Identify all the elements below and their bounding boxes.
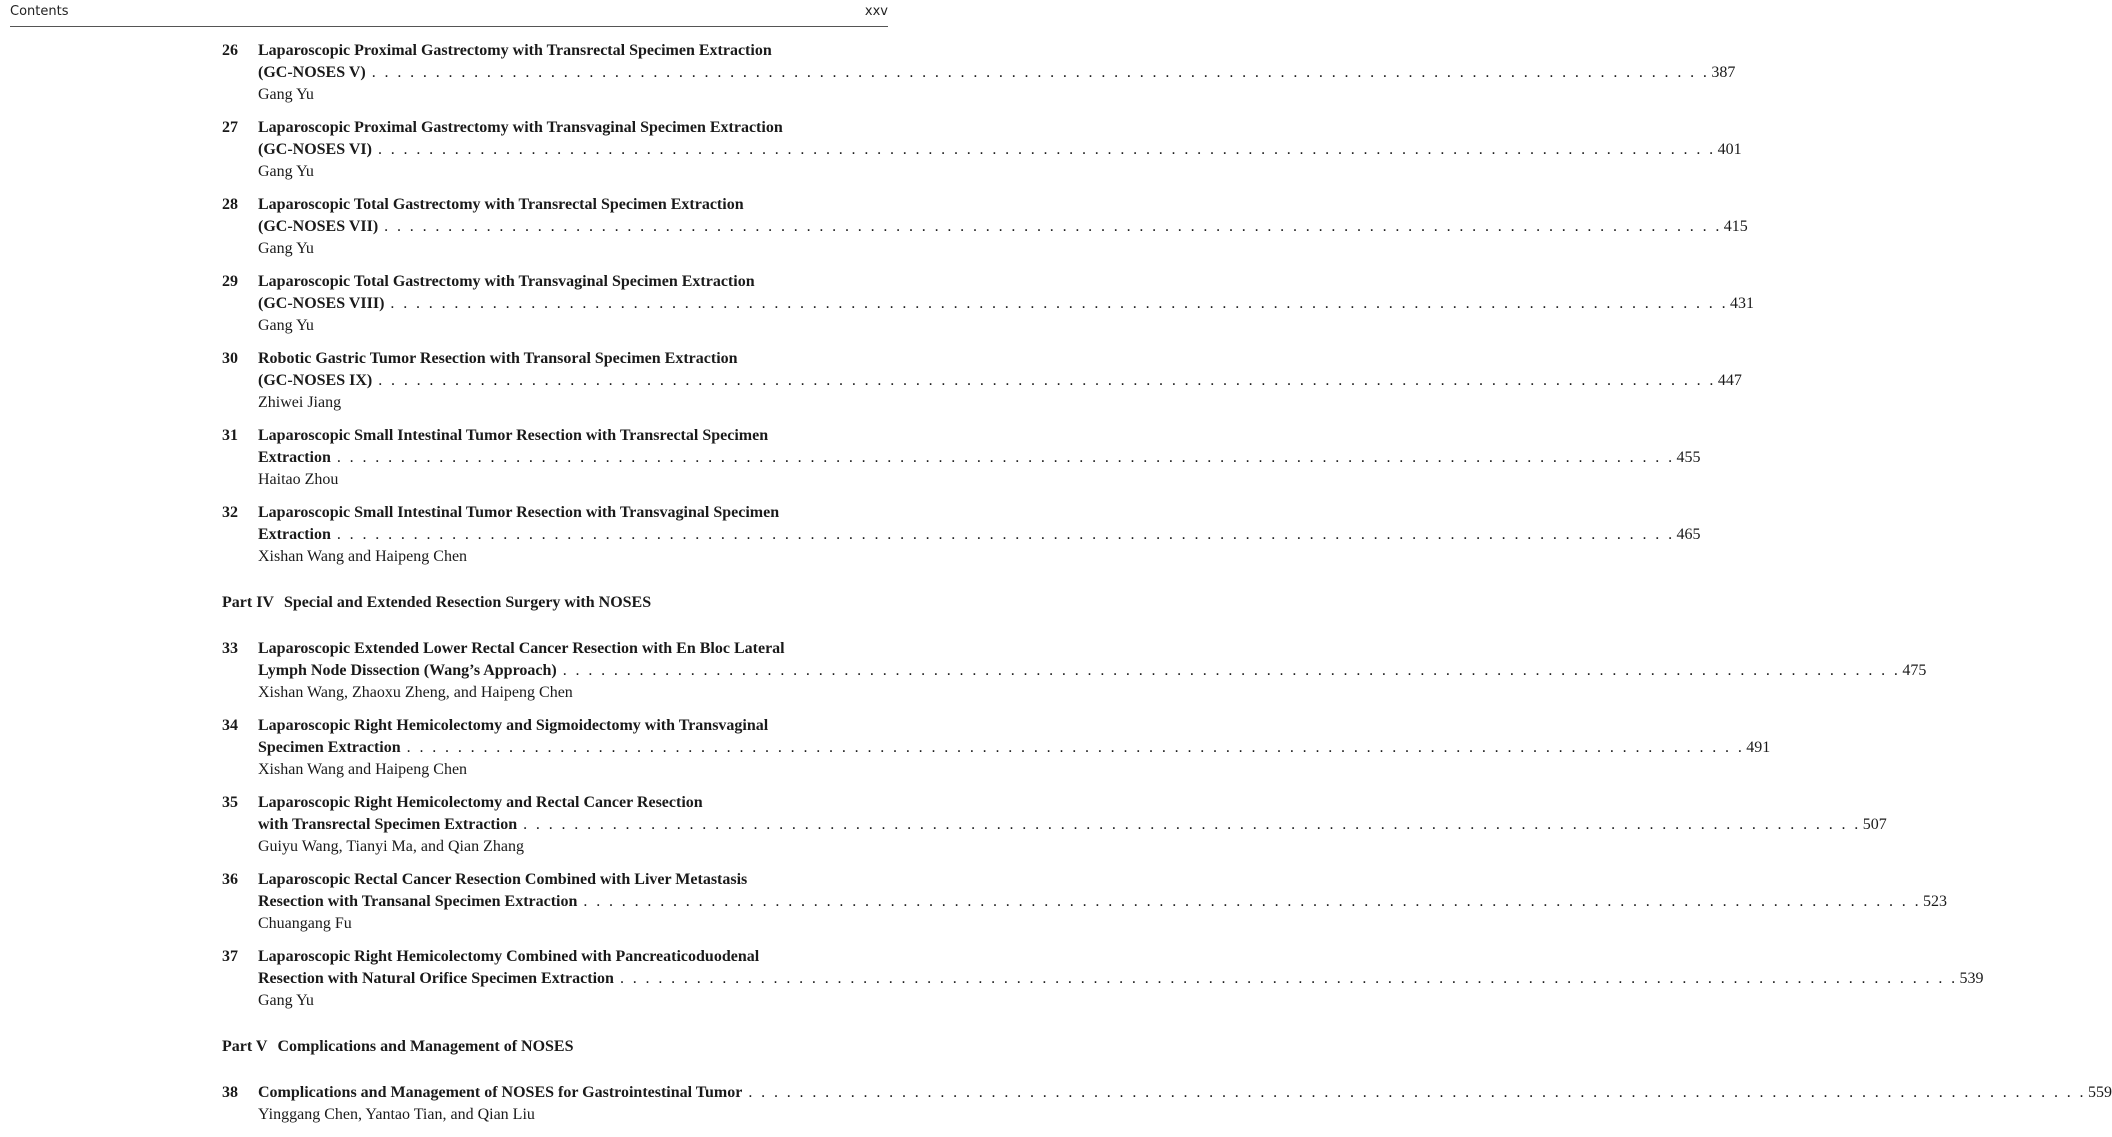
toc-entry-chapter-36[interactable] bbox=[222, 869, 1948, 935]
chapter-number: 37 bbox=[222, 948, 238, 965]
dot-leader: . . . . . . . . . . . . . . . . . . . . . . . . . . . . . . . . . . . . . . . . . . . . . . . . . . . . . . . . . . . . . . . . . . . . . . . . . . . . . . . . . . . . . . . . . . . . . . . . . . . . . . . . . bbox=[748, 1084, 2086, 1101]
dot-leader: . . . . . . . . . . . . . . . . . . . . . . . . . . . . . . . . . . . . . . . . . . . . . . . . . . . . . . . . . . . . . . . . . . . . . . . . . . . . . . . . . . . . . . . . . . . . . . . . . . . . . . . . . bbox=[336, 449, 1675, 466]
chapter-title-line: Laparoscopic Small Intestinal Tumor Resection with Transvaginal Specimen bbox=[258, 504, 780, 521]
chapter-title-text: (GC-NOSES V) bbox=[258, 64, 366, 81]
dot-leader: . . . . . . . . . . . . . . . . . . . . . . . . . . . . . . . . . . . . . . . . . . . . . . . . . . . . . . . . . . . . . . . . . . . . . . . . . . . . . . . . . . . . . . . . . . . . . . . . . . . . . . . . . bbox=[390, 295, 1729, 312]
part-title: Complications and Management of NOSES bbox=[277, 1038, 574, 1055]
toc-entry-chapter-32[interactable] bbox=[222, 502, 1701, 568]
chapter-title-final-line bbox=[258, 447, 1701, 469]
chapter-title-text: with Transrectal Specimen Extraction bbox=[258, 816, 518, 833]
chapter-title-final-line bbox=[258, 293, 1755, 315]
chapter-authors: Gang Yu bbox=[258, 86, 314, 103]
chapter-title-line: Laparoscopic Proximal Gastrectomy with Transvaginal Specimen Extraction bbox=[258, 119, 783, 136]
chapter-body bbox=[258, 792, 1887, 858]
chapter-title-final-line bbox=[258, 524, 1701, 546]
chapter-body bbox=[258, 40, 1736, 106]
dot-leader: . . . . . . . . . . . . . . . . . . . . . . . . . . . . . . . . . . . . . . . . . . . . . . . . . . . . . . . . . . . . . . . . . . . . . . . . . . . . . . . . . . . . . . . . . . . . . . . . . . . . . . . . . bbox=[384, 218, 1722, 235]
chapter-number: 35 bbox=[222, 794, 238, 811]
chapter-number: 31 bbox=[222, 427, 238, 444]
chapter-authors: Haitao Zhou bbox=[258, 471, 339, 488]
chapter-title-text: Specimen Extraction bbox=[258, 739, 401, 756]
running-head bbox=[10, 4, 888, 27]
dot-leader: . . . . . . . . . . . . . . . . . . . . . . . . . . . . . . . . . . . . . . . . . . . . . . . . . . . . . . . . . . . . . . . . . . . . . . . . . . . . . . . . . . . . . . . . . . . . . . . . . . . . . . . . . bbox=[377, 141, 1716, 158]
chapter-title-line: Laparoscopic Proximal Gastrectomy with Transrectal Specimen Extraction bbox=[258, 42, 772, 59]
dot-leader: . . . . . . . . . . . . . . . . . . . . . . . . . . . . . . . . . . . . . . . . . . . . . . . . . . . . . . . . . . . . . . . . . . . . . . . . . . . . . . . . . . . . . . . . . . . . . . . . . . . . . . . . . bbox=[619, 970, 1958, 987]
chapter-number: 26 bbox=[222, 42, 238, 59]
chapter-title-line: Laparoscopic Rectal Cancer Resection Combined with Liver Metastasis bbox=[258, 871, 748, 888]
toc-entry-chapter-34[interactable] bbox=[222, 715, 1771, 781]
chapter-number: 38 bbox=[222, 1084, 238, 1101]
chapter-authors: Xishan Wang and Haipeng Chen bbox=[258, 548, 468, 565]
chapter-title-final-line bbox=[258, 737, 1771, 759]
chapter-body bbox=[258, 194, 1748, 260]
chapter-title-final-line bbox=[258, 814, 1887, 836]
chapter-number: 29 bbox=[222, 273, 238, 290]
toc-entry-chapter-35[interactable] bbox=[222, 792, 1887, 858]
chapter-title-text: (GC-NOSES VI) bbox=[258, 141, 372, 158]
chapter-authors: Gang Yu bbox=[258, 317, 314, 334]
toc-entry-chapter-30[interactable] bbox=[222, 348, 1742, 414]
chapter-title-final-line bbox=[258, 370, 1742, 392]
chapter-authors: Gang Yu bbox=[258, 240, 314, 257]
chapter-body bbox=[258, 425, 1701, 491]
chapter-number: 27 bbox=[222, 119, 238, 136]
toc-entry-chapter-28[interactable] bbox=[222, 194, 1748, 260]
toc-entry-chapter-27[interactable] bbox=[222, 117, 1742, 183]
chapter-page-number: 491 bbox=[1746, 739, 1771, 756]
chapter-title-line: Laparoscopic Extended Lower Rectal Cancer Resection with En Bloc Lateral bbox=[258, 640, 785, 657]
dot-leader: . . . . . . . . . . . . . . . . . . . . . . . . . . . . . . . . . . . . . . . . . . . . . . . . . . . . . . . . . . . . . . . . . . . . . . . . . . . . . . . . . . . . . . . . . . . . . . . . . . . . . . . . . bbox=[371, 64, 1710, 81]
dot-leader: . . . . . . . . . . . . . . . . . . . . . . . . . . . . . . . . . . . . . . . . . . . . . . . . . . . . . . . . . . . . . . . . . . . . . . . . . . . . . . . . . . . . . . . . . . . . . . . . . . . . . . . . . bbox=[562, 662, 1901, 679]
chapter-authors: Xishan Wang, Zhaoxu Zheng, and Haipeng Chen bbox=[258, 684, 573, 701]
chapter-title-text: Extraction bbox=[258, 526, 331, 543]
chapter-page-number: 539 bbox=[1959, 970, 1984, 987]
part-label: Part IV bbox=[222, 594, 274, 611]
chapter-authors: Guiyu Wang, Tianyi Ma, and Qian Zhang bbox=[258, 838, 524, 855]
chapter-page-number: 523 bbox=[1923, 893, 1948, 910]
toc-entry-chapter-26[interactable] bbox=[222, 40, 1736, 106]
running-head-section: Contents bbox=[10, 4, 69, 19]
chapter-page-number: 559 bbox=[2087, 1084, 2112, 1101]
chapter-body bbox=[258, 348, 1742, 414]
chapter-title-final-line bbox=[258, 62, 1736, 84]
chapter-body bbox=[258, 869, 1948, 935]
dot-leader: . . . . . . . . . . . . . . . . . . . . . . . . . . . . . . . . . . . . . . . . . . . . . . . . . . . . . . . . . . . . . . . . . . . . . . . . . . . . . . . . . . . . . . . . . . . . . . . . . . . . . . . . . bbox=[583, 893, 1922, 910]
chapter-page-number: 465 bbox=[1676, 526, 1701, 543]
part-title: Special and Extended Resection Surgery with NOSES bbox=[283, 594, 652, 611]
chapter-page-number: 387 bbox=[1711, 64, 1736, 81]
chapter-title-line: Laparoscopic Small Intestinal Tumor Resection with Transrectal Specimen bbox=[258, 427, 769, 444]
dot-leader: . . . . . . . . . . . . . . . . . . . . . . . . . . . . . . . . . . . . . . . . . . . . . . . . . . . . . . . . . . . . . . . . . . . . . . . . . . . . . . . . . . . . . . . . . . . . . . . . . . . . . . . . . bbox=[378, 372, 1716, 389]
chapter-number: 28 bbox=[222, 196, 238, 213]
toc-entry-chapter-31[interactable] bbox=[222, 425, 1701, 491]
running-head-page-number: xxv bbox=[864, 4, 888, 19]
dot-leader: . . . . . . . . . . . . . . . . . . . . . . . . . . . . . . . . . . . . . . . . . . . . . . . . . . . . . . . . . . . . . . . . . . . . . . . . . . . . . . . . . . . . . . . . . . . . . . . . . . . . . . . . . bbox=[336, 526, 1675, 543]
chapter-authors: Gang Yu bbox=[258, 992, 314, 1009]
chapter-title-text: Resection with Natural Orifice Specimen Extraction bbox=[258, 970, 614, 987]
toc-entry-chapter-37[interactable] bbox=[222, 946, 1984, 1012]
chapter-title-text: Complications and Management of NOSES for Gastrointestinal Tumor bbox=[258, 1084, 743, 1101]
chapter-title-final-line bbox=[258, 891, 1948, 913]
chapter-number: 33 bbox=[222, 640, 238, 657]
chapter-body bbox=[258, 502, 1701, 568]
chapter-body bbox=[258, 946, 1984, 1012]
chapter-number: 36 bbox=[222, 871, 238, 888]
chapter-authors: Zhiwei Jiang bbox=[258, 394, 342, 411]
chapter-page-number: 455 bbox=[1676, 449, 1701, 466]
chapter-title-final-line bbox=[258, 216, 1748, 238]
chapter-authors: Xishan Wang and Haipeng Chen bbox=[258, 761, 468, 778]
chapter-title-final-line bbox=[258, 968, 1984, 990]
chapter-title-text: (GC-NOSES VIII) bbox=[258, 295, 385, 312]
chapter-title-final-line bbox=[258, 139, 1742, 161]
dot-leader: . . . . . . . . . . . . . . . . . . . . . . . . . . . . . . . . . . . . . . . . . . . . . . . . . . . . . . . . . . . . . . . . . . . . . . . . . . . . . . . . . . . . . . . . . . . . . . . . . . . . . . . . . bbox=[523, 816, 1861, 833]
chapter-authors: Yinggang Chen, Yantao Tian, and Qian Liu bbox=[258, 1106, 535, 1123]
dot-leader: . . . . . . . . . . . . . . . . . . . . . . . . . . . . . . . . . . . . . . . . . . . . . . . . . . . . . . . . . . . . . . . . . . . . . . . . . . . . . . . . . . . . . . . . . . . . . . . . . . . . . . . . . bbox=[406, 739, 1745, 756]
toc-entry-chapter-33[interactable] bbox=[222, 638, 1927, 704]
chapter-title-final-line bbox=[258, 1082, 2112, 1104]
chapter-number: 34 bbox=[222, 717, 238, 734]
chapter-title-line: Laparoscopic Total Gastrectomy with Transrectal Specimen Extraction bbox=[258, 196, 744, 213]
chapter-page-number: 475 bbox=[1902, 662, 1927, 679]
chapter-title-line: Laparoscopic Total Gastrectomy with Transvaginal Specimen Extraction bbox=[258, 273, 755, 290]
chapter-body bbox=[258, 1082, 2112, 1126]
chapter-title-final-line bbox=[258, 660, 1927, 682]
chapter-page-number: 447 bbox=[1717, 372, 1742, 389]
chapter-title-line: Laparoscopic Right Hemicolectomy and Sigmoidectomy with Transvaginal bbox=[258, 717, 769, 734]
chapter-authors: Chuangang Fu bbox=[258, 915, 352, 932]
toc-entry-chapter-38[interactable] bbox=[222, 1082, 2112, 1126]
chapter-authors: Gang Yu bbox=[258, 163, 314, 180]
chapter-page-number: 401 bbox=[1717, 141, 1742, 158]
chapter-number: 32 bbox=[222, 504, 238, 521]
chapter-title-line: Robotic Gastric Tumor Resection with Transoral Specimen Extraction bbox=[258, 350, 738, 367]
chapter-body bbox=[258, 638, 1927, 704]
table-of-contents bbox=[222, 40, 2112, 1137]
part-heading bbox=[222, 592, 887, 614]
chapter-title-text: (GC-NOSES IX) bbox=[258, 372, 373, 389]
chapter-page-number: 431 bbox=[1730, 295, 1755, 312]
part-heading bbox=[222, 1036, 887, 1058]
chapter-page-number: 507 bbox=[1862, 816, 1887, 833]
chapter-body bbox=[258, 117, 1742, 183]
toc-entry-chapter-29[interactable] bbox=[222, 271, 1755, 337]
chapter-title-text: Resection with Transanal Specimen Extraction bbox=[258, 893, 578, 910]
part-label: Part V bbox=[222, 1038, 268, 1055]
chapter-title-text: (GC-NOSES VII) bbox=[258, 218, 379, 235]
chapter-body bbox=[258, 271, 1755, 337]
chapter-body bbox=[258, 715, 1771, 781]
chapter-title-text: Extraction bbox=[258, 449, 331, 466]
chapter-title-line: Laparoscopic Right Hemicolectomy Combined with Pancreaticoduodenal bbox=[258, 948, 760, 965]
chapter-page-number: 415 bbox=[1723, 218, 1748, 235]
chapter-title-line: Laparoscopic Right Hemicolectomy and Rectal Cancer Resection bbox=[258, 794, 703, 811]
chapter-title-text: Lymph Node Dissection (Wang’s Approach) bbox=[258, 662, 557, 679]
chapter-number: 30 bbox=[222, 350, 238, 367]
